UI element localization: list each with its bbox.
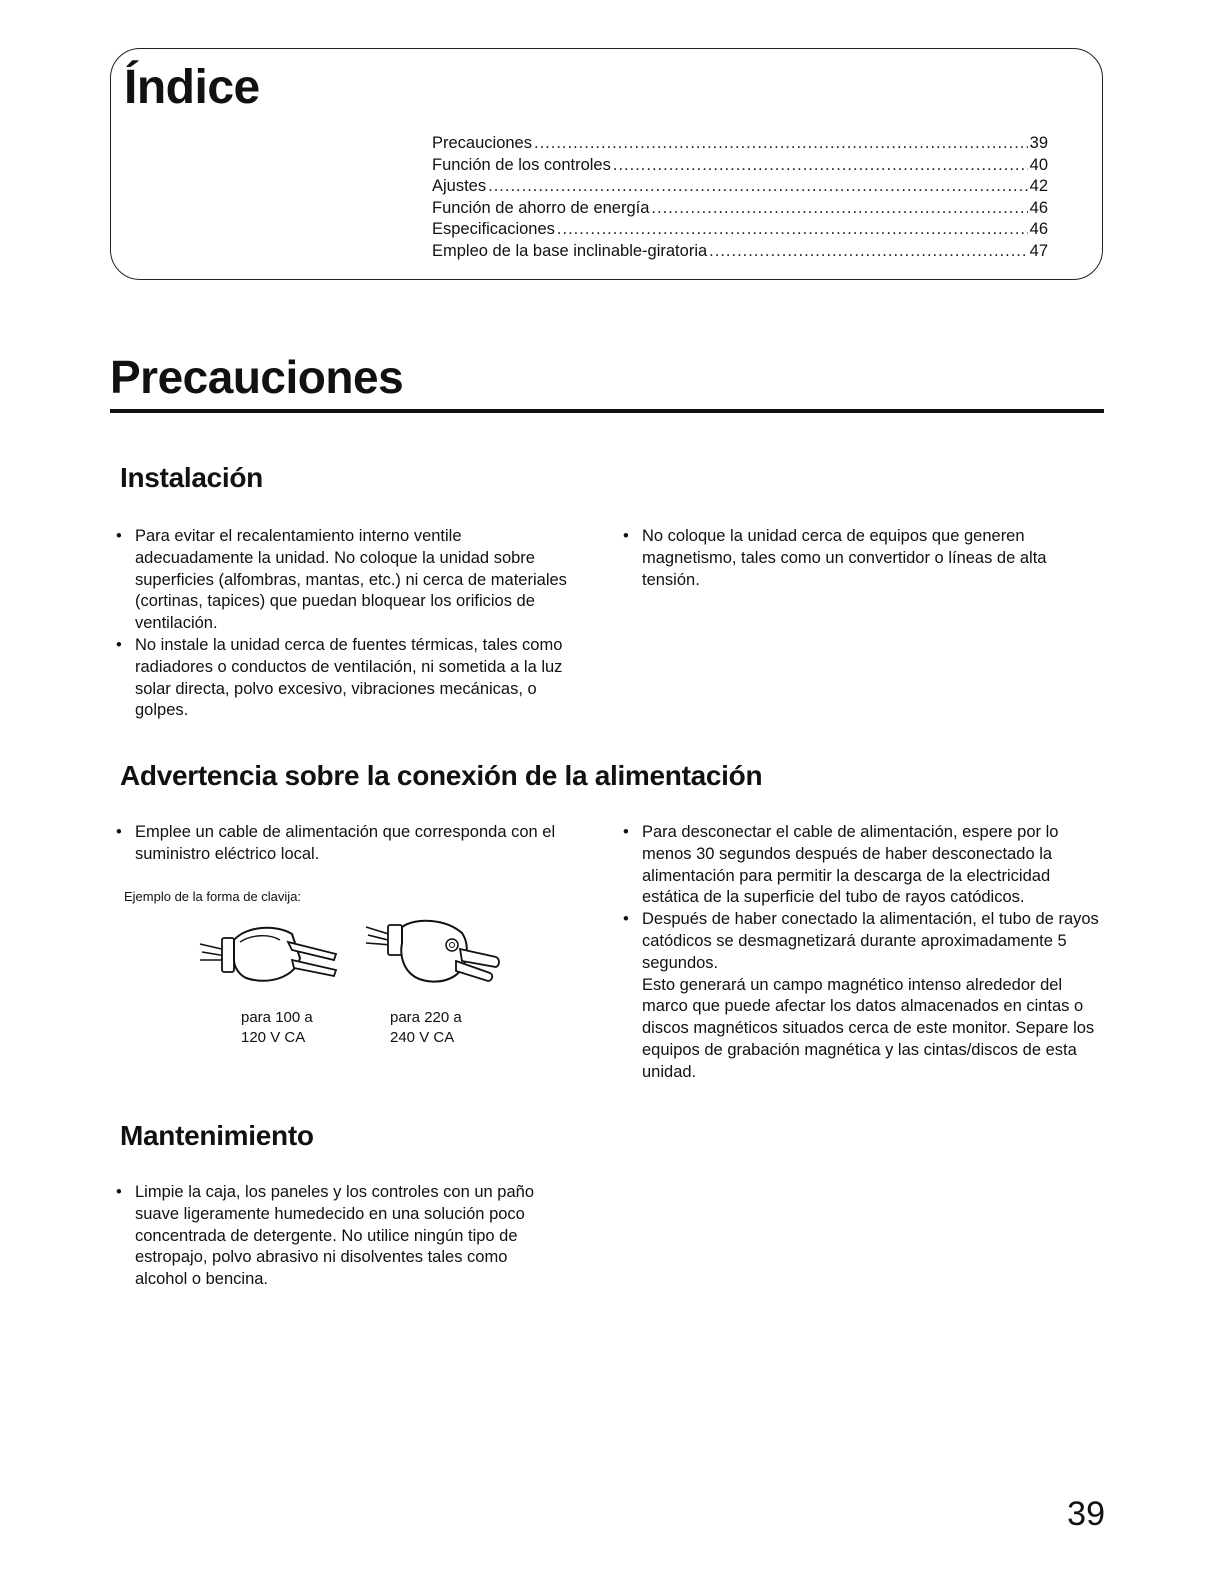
advertencia-heading: Advertencia sobre la conexión de la alimentación [120, 760, 763, 791]
toc-entry[interactable] [432, 134, 1048, 156]
list-item [621, 526, 1091, 591]
toc-entry-page: 46 [1029, 220, 1048, 239]
toc-leader-dots [709, 242, 1027, 261]
plug-220-caption-line2: 240 V CA [390, 1029, 455, 1046]
section-divider [110, 409, 1104, 413]
list-item [621, 822, 1101, 909]
instalacion-heading: Instalación [120, 462, 263, 493]
toc-entry-page: 46 [1029, 198, 1048, 217]
toc-entry[interactable] [432, 242, 1048, 264]
instalacion-right-column [621, 526, 1091, 591]
bullet-icon: • [116, 527, 122, 545]
list-item-continuation: Esto generará un campo magnético intenso alrededor del marco que puede afectar los datos almacenados en cintas o discos magnéticos situados cerca de este monitor. Separe los equipos de grabación magnética y las cintas/discos de esta unidad. [642, 975, 1095, 1081]
toc-entry-label: Empleo de la base inclinable-giratoria [432, 241, 708, 260]
toc-leader-dots [613, 156, 1028, 175]
list-item [114, 1182, 559, 1291]
mantenimiento-left-column [114, 1182, 559, 1291]
toc-entry[interactable] [432, 199, 1048, 221]
plug-100-120v-icon [196, 920, 344, 990]
plug-220-caption-line1: para 220 a [390, 1009, 462, 1026]
list-item [621, 909, 1101, 1083]
list-item [114, 635, 584, 722]
toc-entry-page: 39 [1029, 134, 1048, 152]
mantenimiento-heading: Mantenimiento [120, 1120, 314, 1151]
instalacion-left-column [114, 526, 584, 722]
list-item-text: Después de haber conectado la alimentación, el tubo de rayos catódicos se desmagnetizará durante aproximadamente 5 segundos. [642, 910, 1099, 972]
section-title: Precauciones [110, 351, 404, 403]
list-item [114, 822, 594, 866]
toc-entry-page: 40 [1029, 155, 1048, 174]
toc-entry[interactable] [432, 156, 1048, 178]
advertencia-left-column [114, 822, 594, 866]
toc-entry[interactable] [432, 220, 1048, 242]
toc-entry-label: Función de los controles [432, 155, 611, 174]
plug-100-caption-line1: para 100 a [241, 1009, 313, 1026]
plug-220-caption [390, 1008, 462, 1048]
bullet-icon: • [623, 910, 629, 929]
bullet-icon: • [623, 527, 629, 545]
index-title: Índice [124, 61, 260, 114]
toc-entry-label: Función de ahorro de energía [432, 198, 650, 217]
toc-entry-label: Precauciones [432, 134, 532, 152]
bullet-icon: • [116, 1183, 122, 1201]
toc-leader-dots [488, 177, 1028, 196]
toc-leader-dots [557, 220, 1028, 239]
list-item-text: Para desconectar el cable de alimentación, espere por lo menos 30 segundos después de haber desconectado la alimentación para permitir la descarga de la electricidad estática de la superficie del tubo de rayos catódicos. [642, 823, 1059, 907]
plug-100-caption-line2: 120 V CA [241, 1029, 306, 1046]
list-item-text: Para evitar el recalentamiento interno ventile adecuadamente la unidad. No coloque la unidad sobre superficies (alfombras, mantas, etc.) ni cerca de materiales (cortinas, tapices) que puedan bloquear los orificios de ventilación. [135, 527, 567, 633]
plug-example-label: Ejemplo de la forma de clavija: [124, 889, 302, 904]
toc-entry[interactable] [432, 177, 1048, 199]
plug-100-caption [241, 1008, 313, 1048]
page-number: 39 [1067, 1495, 1105, 1533]
list-item-text: No instale la unidad cerca de fuentes térmicas, tales como radiadores o conductos de ventilación, ni sometida a la luz solar directa, polvo excesivo, vibraciones mecánicas, o golpes. [135, 635, 563, 720]
toc-entry-page: 47 [1029, 241, 1048, 260]
list-item-text: No coloque la unidad cerca de equipos que generen magnetismo, tales como un convertidor o líneas de alta tensión. [642, 527, 1047, 589]
list-item [114, 526, 584, 635]
advertencia-right-column [621, 822, 1101, 1084]
bullet-icon: • [116, 823, 122, 841]
table-of-contents [432, 134, 1048, 264]
toc-entry-page: 42 [1029, 177, 1048, 196]
bullet-icon: • [623, 823, 629, 841]
list-item-text: Limpie la caja, los paneles y los controles con un paño suave ligeramente humedecido en una solución poco concentrada de detergente. No utilice ningún tipo de estropajo, polvo abrasivo ni disolventes tales como alcohol o bencina. [135, 1183, 534, 1289]
toc-entry-label: Ajustes [432, 177, 487, 196]
list-item-text: Emplee un cable de alimentación que corresponda con el suministro eléctrico local. [135, 823, 556, 863]
bullet-icon: • [116, 635, 122, 654]
toc-entry-label: Especificaciones [432, 220, 555, 239]
toc-leader-dots [651, 199, 1027, 218]
toc-leader-dots [534, 134, 1028, 153]
plug-220-240v-icon [364, 915, 504, 990]
